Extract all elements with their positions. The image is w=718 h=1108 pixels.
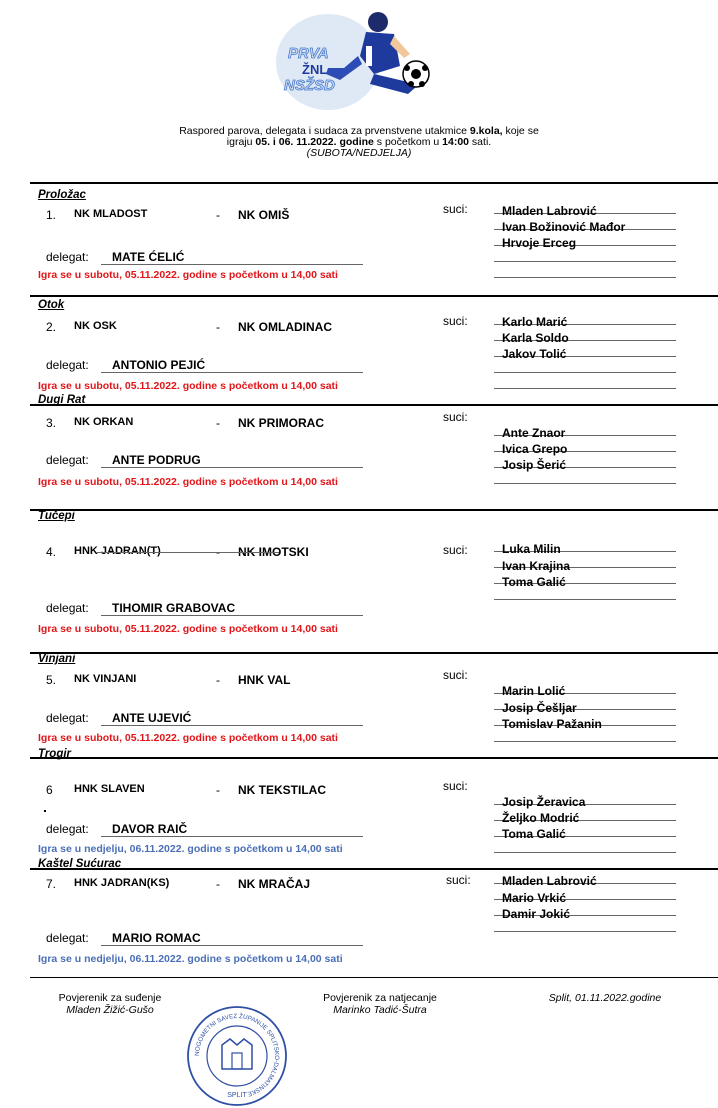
kickoff-note: Igra se u nedjelju, 06.11.2022. godine s početkom u 14,00 sati [38, 953, 343, 965]
referee-name: Toma Galić [502, 575, 566, 589]
kickoff-note: Igra se u subotu, 05.11.2022. godine s početkom u 14,00 sati [38, 476, 338, 488]
match-separator [30, 652, 718, 654]
competition-commissioner-title: Povjerenik za natjecanje [323, 992, 437, 1004]
referee-name: Damir Jokić [502, 907, 571, 921]
referee-name: Mario Vrkić [502, 891, 567, 905]
venue: Trogir [38, 748, 72, 760]
referee-commissioner-name: Mladen Žižić-Gušo [66, 1004, 154, 1016]
referee-commissioner-title: Povjerenik za suđenje [58, 992, 162, 1004]
match-separator [30, 757, 718, 759]
referee-line [494, 931, 676, 932]
referee-name: Mladen Labrović [502, 874, 597, 888]
match-number: 1. [46, 208, 57, 222]
round-number: 9.kola, [469, 125, 503, 137]
stamp-city: SPLIT [227, 1092, 247, 1099]
match-separator [30, 868, 718, 870]
intro-text: koje se [502, 125, 539, 137]
delegate-label: delegat: [46, 250, 89, 264]
home-team: NK VINJANI [74, 673, 137, 685]
home-team: NK OSK [74, 320, 117, 332]
referees-label: suci: [443, 543, 468, 557]
intro-text: Raspored parova, delegata i sudaca za prvenstvene utakmice [179, 125, 470, 137]
referee-name: Josip Češljar [502, 701, 577, 715]
referee-line [494, 483, 676, 484]
referee-name: Karlo Marić [502, 315, 568, 329]
referee-line [494, 599, 676, 600]
venue: Kaštel Sućurac [38, 858, 122, 870]
kickoff-note: Igra se u nedjelju, 06.11.2022. godine s početkom u 14,00 sati [38, 843, 343, 855]
venue: Proložac [38, 189, 86, 201]
delegate-label: delegat: [46, 931, 89, 945]
match-number: 3. [46, 416, 57, 430]
referee-name: Mladen Labrović [502, 204, 597, 218]
logo-text-2: ŽNL [302, 62, 328, 77]
schedule-end-line [30, 977, 718, 978]
referees-label: suci: [443, 202, 468, 216]
home-team: NK MLADOST [74, 208, 148, 220]
intro-text: sati. [469, 136, 492, 148]
referee-name: Hrvoje Erceg [502, 236, 577, 250]
vs-dash: - [216, 673, 220, 687]
delegate-line [101, 372, 363, 373]
blank-line [97, 552, 279, 553]
referee-line [494, 852, 676, 853]
referee-commissioner [20, 992, 200, 1016]
vs-dash: - [216, 783, 220, 797]
kickoff-note: Igra se u subotu, 05.11.2022. godine s početkom u 14,00 sati [38, 269, 338, 281]
intro-text: igraju [226, 136, 256, 148]
delegate-line [101, 945, 363, 946]
vs-dash: - [216, 208, 220, 222]
referee-name: Ivan Krajina [502, 559, 571, 573]
delegate-label: delegat: [46, 601, 89, 615]
vs-dash: - [216, 320, 220, 334]
competition-commissioner-name: Marinko Tadić-Šutra [333, 1004, 427, 1016]
referee-name: Željko Modrić [502, 811, 580, 825]
vs-dash: - [216, 877, 220, 891]
delegate-line [101, 836, 363, 837]
match-separator [30, 295, 718, 297]
referee-line [494, 372, 676, 373]
venue: Vinjani [38, 653, 76, 665]
delegate-label: delegat: [46, 711, 89, 725]
delegate-line [101, 615, 363, 616]
away-team: HNK VAL [238, 673, 291, 687]
venue: Otok [38, 299, 65, 311]
delegate-name: ANTONIO PEJIĆ [112, 358, 206, 372]
match-number: 6 [46, 783, 53, 797]
competition-commissioner [290, 992, 470, 1016]
referee-name: Ante Znaor [502, 426, 566, 440]
kickoff-note: Igra se u subotu, 05.11.2022. godine s početkom u 14,00 sati [38, 732, 338, 744]
delegate-name: TIHOMIR GRABOVAC [112, 601, 236, 615]
logo-text-1: PRVA [288, 45, 329, 62]
venue: Dugi Rat [38, 394, 86, 406]
home-team: NK ORKAN [74, 416, 134, 428]
referee-name: Marin Lolić [502, 684, 566, 698]
referee-line [494, 741, 676, 742]
delegate-label: delegat: [46, 453, 89, 467]
delegate-label: delegat: [46, 822, 89, 836]
dot-mark [44, 810, 46, 812]
referee-name: Tomislav Pažanin [502, 717, 602, 731]
match-dates: 05. i 06. 11.2022. godine [255, 136, 374, 148]
place-date: Split, 01.11.2022.godine [548, 992, 662, 1004]
match-separator [30, 182, 718, 184]
logo-text-3: NSŽSD [284, 77, 335, 94]
delegate-name: MATE ĆELIĆ [112, 250, 185, 264]
referee-name: Jakov Tolić [502, 347, 567, 361]
stamp-text: NOGOMETNI SAVEZ ŽUPANIJE SPLITSKO-DALMATINSKE [193, 1012, 281, 1098]
kickoff-time: 14:00 [442, 136, 470, 148]
away-team: NK TEKSTILAC [238, 783, 326, 797]
home-team: HNK JADRAN(T) [74, 545, 161, 557]
match-separator [30, 509, 718, 511]
delegate-name: ANTE UJEVIĆ [112, 711, 192, 725]
delegate-label: delegat: [46, 358, 89, 372]
referee-line [494, 277, 676, 278]
venue: Tučepi [38, 510, 75, 522]
referee-name: Ivica Grepo [502, 442, 568, 456]
referees-label: suci: [443, 668, 468, 682]
delegate-line [101, 264, 363, 265]
away-team: NK MRAČAJ [238, 877, 310, 891]
referee-line [494, 261, 676, 262]
match-number: 2. [46, 320, 57, 334]
kickoff-note: Igra se u subotu, 05.11.2022. godine s početkom u 14,00 sati [38, 380, 338, 392]
referees-label: suci: [443, 314, 468, 328]
league-logo [270, 4, 450, 116]
home-team: HNK SLAVEN [74, 783, 145, 795]
referee-name: Josip Šerić [502, 458, 567, 472]
delegate-line [101, 725, 363, 726]
away-team: NK IMOTSKI [238, 545, 309, 559]
referees-label: suci: [443, 779, 468, 793]
referee-name: Josip Žeravica [502, 795, 586, 809]
home-team: HNK JADRAN(KS) [74, 877, 170, 889]
away-team: NK PRIMORAC [238, 416, 324, 430]
referee-name: Karla Soldo [502, 331, 569, 345]
referee-line [494, 388, 676, 389]
intro-line-3: (SUBOTA/NEDJELJA) [306, 147, 412, 159]
referees-label: suci: [446, 873, 471, 887]
association-stamp [186, 1005, 288, 1107]
match-number: 5. [46, 673, 57, 687]
delegate-name: ANTE PODRUG [112, 453, 201, 467]
delegate-name: DAVOR RAIČ [112, 822, 188, 836]
away-team: NK OMIŠ [238, 208, 290, 222]
referee-name: Toma Galić [502, 827, 566, 841]
referees-label: suci: [443, 410, 468, 424]
kickoff-note: Igra se u subotu, 05.11.2022. godine s početkom u 14,00 sati [38, 623, 338, 635]
referee-name: Ivan Božinović Mađor [502, 220, 626, 234]
vs-dash: - [216, 545, 220, 559]
match-number: 7. [46, 877, 57, 891]
vs-dash: - [216, 416, 220, 430]
away-team: NK OMLADINAC [238, 320, 332, 334]
referee-name: Luka Milin [502, 542, 561, 556]
delegate-line [101, 467, 363, 468]
match-separator [30, 404, 718, 406]
delegate-name: MARIO ROMAC [112, 931, 201, 945]
match-number: 4. [46, 545, 57, 559]
intro-text: s početkom u [373, 136, 443, 148]
